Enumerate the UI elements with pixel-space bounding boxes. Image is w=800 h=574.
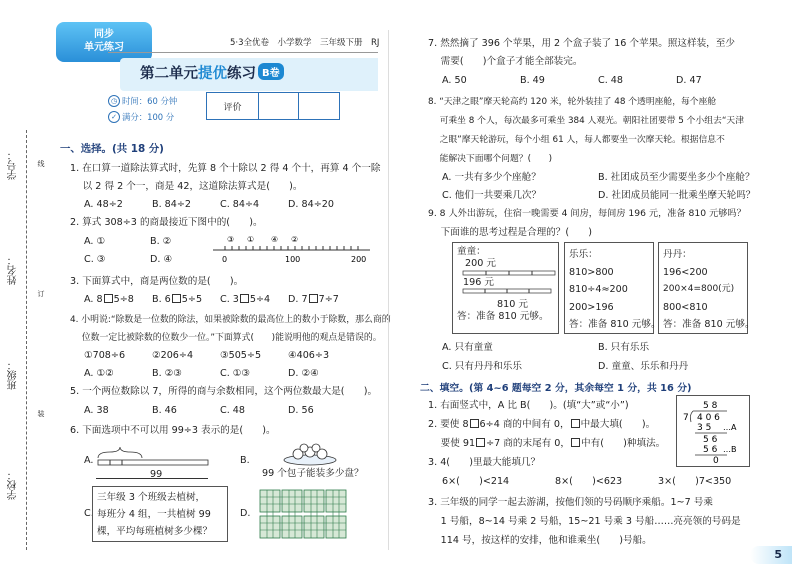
q8-line: 之眼”摩天轮游玩，每个小组 61 人，每人都要坐一次摩天轮。根据信息不 xyxy=(428,135,725,145)
school-label: 学校： xyxy=(8,470,19,500)
fill-text: 要使 91 xyxy=(428,438,476,449)
cube-blocks-diagram xyxy=(256,486,352,544)
q3-text: D. 7 xyxy=(288,294,308,305)
q7-line: 7. 然然摘了 396 个苹果，用 2 个盒子装了 16 个苹果。照这样装，至少 xyxy=(428,38,735,49)
fill-q4-line: 114 号，按这样的安排，他和谁乘坐( )号船。 xyxy=(428,535,652,546)
q7-option[interactable]: C. 48 xyxy=(598,75,624,86)
q8-line: 能解决下面哪个问题？( ) xyxy=(428,154,553,164)
fill-q3-item[interactable]: 6×( )<214 xyxy=(442,476,510,487)
q4-option[interactable]: C. ①③ xyxy=(220,368,250,379)
q6-c-line: 棵，平均每班植树多少棵？ xyxy=(97,526,213,537)
q1-line: 1. 在口算一道除法算式时，先算 8 个十除以 2 得 4 个十，再算 4 个一除 xyxy=(70,163,381,174)
tongtong-answer: 答：准备 810 元够。 xyxy=(457,310,549,322)
fill-q3-item[interactable]: 8×( )<623 xyxy=(555,476,623,487)
q9-line: 下面谁的思考过程是合理的？( ) xyxy=(428,227,593,238)
q3-text: 5÷8 xyxy=(113,294,134,305)
dandan-line: 800<810 xyxy=(663,301,708,313)
name-label: 姓名： xyxy=(8,255,19,285)
section-2-heading: 二、填空。(第 4~6 题每空 2 分，其余每空 1 分，共 16 分) xyxy=(420,383,692,394)
tongtong-name: 童童： xyxy=(457,246,486,257)
clock-icon: ◷ xyxy=(108,95,120,107)
title-badge: B卷 xyxy=(258,63,284,80)
q7-option[interactable]: B. 49 xyxy=(520,75,545,86)
fill-q2b xyxy=(428,438,665,450)
q1-option[interactable]: C. 84÷4 xyxy=(220,199,260,210)
q1-option[interactable]: D. 84÷20 xyxy=(288,199,334,210)
q3-option[interactable] xyxy=(288,294,339,306)
q4-line: 位数一定比被除数的位数少一位。”下面算式( )能说明他的观点是错误的。 xyxy=(70,333,382,343)
q3-text: 7÷7 xyxy=(318,294,339,305)
q6-option-b[interactable]: B. xyxy=(240,455,250,466)
segment-total: 99 xyxy=(150,469,163,480)
q3-option[interactable] xyxy=(84,294,134,306)
q7-line: 需要( )个盒子才能全部装完。 xyxy=(428,56,583,67)
page-number: 5 xyxy=(750,546,792,564)
q1-option[interactable]: A. 48÷2 xyxy=(84,199,123,210)
evaluation-cell[interactable] xyxy=(299,93,339,119)
q6-option-d[interactable]: D. xyxy=(240,508,251,519)
q6-option-c[interactable]: C. xyxy=(84,508,94,519)
q3-stem: 3. 下面算式中，商是两位数的是( )。 xyxy=(70,276,244,287)
long-division-box xyxy=(676,395,750,467)
partial: 5 6 xyxy=(703,435,718,445)
tick-label: 200 xyxy=(351,255,367,264)
q8-option[interactable]: A. 一共有多少个座舱？ xyxy=(442,172,541,183)
title-part: 练习 xyxy=(227,66,256,82)
fill-text: 中最大填( )。 xyxy=(580,419,656,430)
title-part: 第二单元 xyxy=(140,66,198,82)
tick-label: 0 xyxy=(222,255,228,264)
q4-item: ④406÷3 xyxy=(288,350,330,361)
time-info xyxy=(108,94,216,109)
fill-text: 6÷4 商的中间有 0， xyxy=(479,419,570,430)
fill-text: 2. 要使 8 xyxy=(428,419,469,430)
marker-3: ③ xyxy=(227,235,235,244)
q2-option[interactable]: A. ① xyxy=(84,236,106,247)
time-text: 时间：60 分钟 xyxy=(122,96,178,106)
mark-a: …A xyxy=(723,423,737,432)
q6-c-line: 三年级 3 个班级去植树， xyxy=(97,492,206,503)
blank-box xyxy=(172,294,181,303)
fill-q4-line: 1 号船，8~14 号乘 2 号船，15~21 号乘 3 号船……亮亮领的号码是 xyxy=(428,516,741,527)
book-info: 5·3全优卷 小学数学 三年级下册 RJ xyxy=(230,38,380,48)
partial: 3 5 xyxy=(697,423,712,433)
q1-line: 以 2 得 2 个一，商是 42，这道除法算式是( )。 xyxy=(70,181,303,192)
q4-option[interactable]: B. ②③ xyxy=(152,368,182,379)
dandan-answer: 答：准备 810 元够。 xyxy=(663,319,755,331)
lele-line: 810>800 xyxy=(569,266,614,278)
blank-box xyxy=(309,294,318,303)
number-line xyxy=(205,232,375,266)
q3-option[interactable] xyxy=(220,294,270,306)
fill-text: ÷7 商的末尾有 0， xyxy=(486,438,571,449)
lele-answer: 答：准备 810 元够。 xyxy=(569,319,661,331)
tongtong-box xyxy=(452,242,559,334)
q6-stem: 6. 下面选项中不可以用 99÷3 表示的是( )。 xyxy=(70,425,276,436)
q1-option[interactable]: B. 84÷2 xyxy=(152,199,192,210)
marker-2: ② xyxy=(291,235,299,244)
q3-text: C. 3 xyxy=(220,294,239,305)
q3-text: A. 8 xyxy=(84,294,103,305)
q6-option-a[interactable]: A. xyxy=(84,455,94,466)
cut-mark: 订 xyxy=(37,290,45,297)
q3-text: B. 6 xyxy=(152,294,171,305)
blank-box xyxy=(571,438,580,447)
q5-option[interactable]: D. 56 xyxy=(288,405,314,416)
q8-option[interactable]: B. 社团成员至少需要坐多少个座舱？ xyxy=(598,172,755,183)
q8-option[interactable]: C. 他们一共要乘几次？ xyxy=(442,190,542,201)
dandan-line: 200×4=800(元) xyxy=(663,284,735,295)
blank-box xyxy=(104,294,113,303)
q4-option[interactable]: A. ①② xyxy=(84,368,114,379)
q3-text: 5÷5 xyxy=(181,294,203,305)
badge-line: 同步 xyxy=(94,29,114,40)
q6-c-box xyxy=(92,486,228,542)
blank-box xyxy=(476,438,485,447)
binding-strip xyxy=(4,0,45,574)
q4-item: ③505÷5 xyxy=(220,350,262,361)
column-divider xyxy=(388,30,389,550)
fill-q4-line: 3. 三年级的同学一起去游湖，按他们领的号码顺序乘船。1~7 号乘 xyxy=(428,497,713,508)
q5-option[interactable]: B. 46 xyxy=(152,405,177,416)
sync-badge xyxy=(56,22,152,62)
student-id-label: 学号： xyxy=(8,150,19,180)
marker-1: ① xyxy=(247,235,255,244)
fill-q3: 3. 4( )里最大能填几？ xyxy=(428,457,541,468)
lele-name: 乐乐： xyxy=(569,249,598,260)
lele-box xyxy=(564,242,661,334)
q7-option[interactable]: A. 50 xyxy=(442,75,467,86)
header-rule xyxy=(108,52,378,53)
tick-label: 100 xyxy=(285,255,301,264)
q4-item: ②206÷4 xyxy=(152,350,194,361)
q4-option[interactable]: D. ②④ xyxy=(288,368,319,379)
dividend: 4 0 6 xyxy=(697,413,720,423)
q9-line: 9. 8 人外出游玩，住宿一晚需要 4 间房，每间房 196 元，准备 810 元够吗？ xyxy=(428,208,746,219)
page-title xyxy=(140,62,284,83)
tongtong-810: 810 元 xyxy=(497,299,528,310)
q4-line: 4. 小明说:“除数是一位数的除法，如果被除数的最高位上的数小于除数，那么商的 xyxy=(70,315,391,325)
remainder: 0 xyxy=(713,456,719,464)
fill-q1: 1. 右面竖式中，A 比 B( )。(填“大”或“小”) xyxy=(428,400,629,411)
q9-option[interactable]: B. 只有乐乐 xyxy=(598,342,650,353)
q8-line: 可乘坐 8 个人，每次最多可乘坐 384 人观光。朝阳社团要带 5 个小组去“天津 xyxy=(428,116,745,126)
q6-b-text: 99 个包子能装多少盘？ xyxy=(262,468,364,479)
q3-text: 5÷4 xyxy=(249,294,271,305)
badge-line: 单元练习 xyxy=(84,42,124,53)
score-info xyxy=(108,110,216,125)
evaluation-box xyxy=(206,92,340,120)
q2-option[interactable]: D. ④ xyxy=(150,254,173,265)
evaluation-label: 评价 xyxy=(207,93,259,119)
fill-q2a xyxy=(428,419,655,431)
q3-option[interactable] xyxy=(152,294,202,306)
long-division xyxy=(679,398,749,464)
q7-option[interactable]: D. 47 xyxy=(676,75,702,86)
blank-box xyxy=(470,419,479,428)
q9-option[interactable]: C. 只有丹丹和乐乐 xyxy=(442,361,522,372)
divisor: 7 xyxy=(683,413,689,423)
q2-option[interactable]: B. ② xyxy=(150,236,172,247)
section-1-heading: 一、选择。(共 18 分) xyxy=(60,143,164,155)
partial: 5 6 xyxy=(703,445,718,455)
lele-line: 200>196 xyxy=(569,301,614,313)
title-highlight: 提优 xyxy=(198,66,227,82)
dandan-line: 196<200 xyxy=(663,266,708,278)
q2-option[interactable]: C. ③ xyxy=(84,254,106,265)
tongtong-196: 196 元 xyxy=(463,277,494,288)
score-text: 满分：100 分 xyxy=(122,112,175,122)
lele-line: 810÷4≈200 xyxy=(569,284,628,296)
q6-c-line: 每班分 4 组，一共植树 99 xyxy=(97,509,211,520)
cut-mark: 线 xyxy=(37,160,45,167)
marker-4: ④ xyxy=(271,235,279,244)
quotient: 5 8 xyxy=(703,401,718,411)
blank-box xyxy=(240,294,249,303)
blank-box xyxy=(571,419,580,428)
buns-plate-icon xyxy=(282,440,338,466)
q5-option[interactable]: A. 38 xyxy=(84,405,109,416)
q2-stem: 2. 算式 308÷3 的商最接近下图中的( )。 xyxy=(70,217,263,228)
q9-option[interactable]: D. 童童、乐乐和丹丹 xyxy=(598,361,689,372)
dandan-name: 丹丹： xyxy=(663,249,692,260)
check-icon: ✓ xyxy=(108,111,120,123)
cut-line xyxy=(26,130,27,550)
q5-stem: 5. 一个两位数除以 7，所得的商与余数相同，这个两位数最大是( )。 xyxy=(70,386,378,397)
q5-option[interactable]: C. 48 xyxy=(220,405,246,416)
fill-q3-item[interactable]: 3×( )7<350 xyxy=(658,476,732,487)
cut-mark: 装 xyxy=(37,410,45,417)
class-label: 班级： xyxy=(8,360,19,390)
total-bracket xyxy=(96,478,208,479)
tongtong-200: 200 元 xyxy=(465,257,496,269)
q9-option[interactable]: A. 只有童童 xyxy=(442,342,493,353)
q8-line: 8. “天津之眼”摩天轮高约 120 米，轮外装挂了 48 个透明座舱，每个座舱 xyxy=(428,97,717,107)
fill-text: 中有( )种填法。 xyxy=(581,438,666,449)
q4-item: ①708÷6 xyxy=(84,350,126,361)
q8-option[interactable]: D. 社团成员能同一批乘坐摩天轮吗？ xyxy=(598,190,756,201)
dandan-box xyxy=(658,242,755,334)
evaluation-cell[interactable] xyxy=(259,93,299,119)
mark-b: …B xyxy=(723,445,737,454)
